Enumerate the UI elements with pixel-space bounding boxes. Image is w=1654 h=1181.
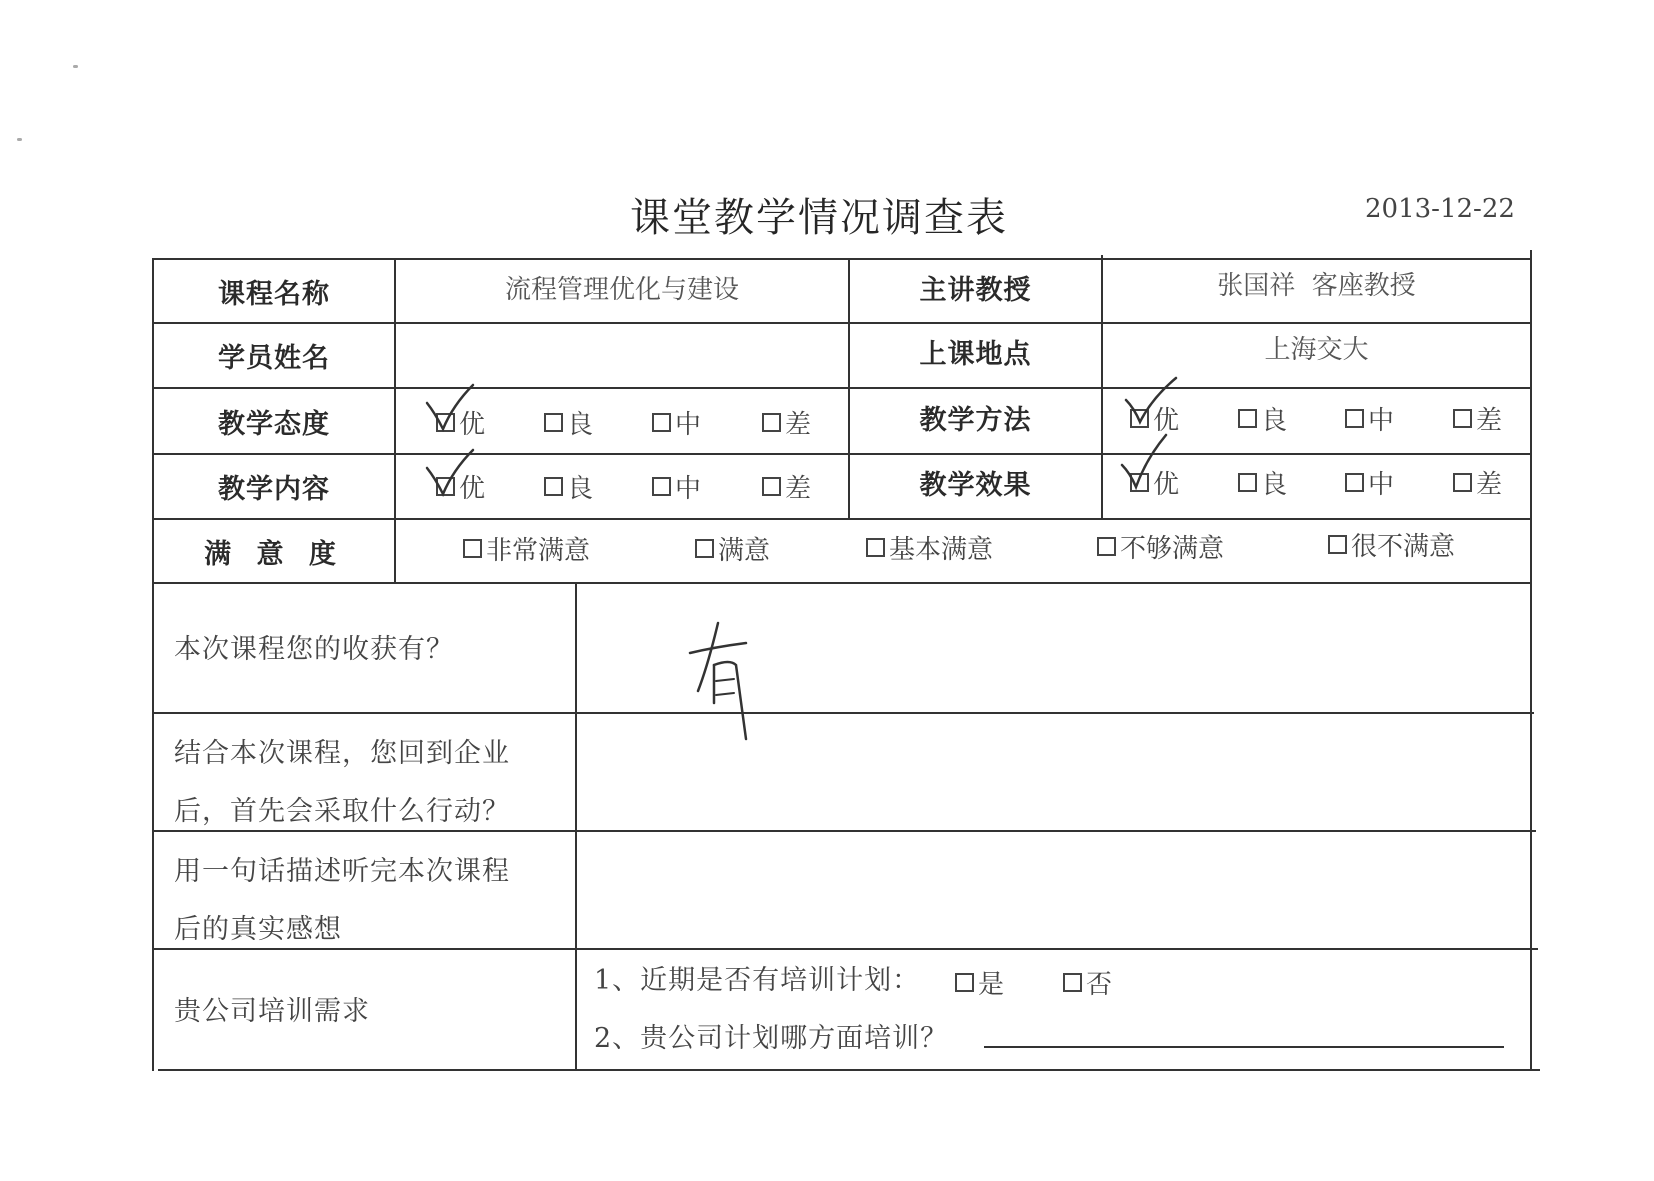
checkbox-icon[interactable]: [544, 477, 563, 496]
checkmark-icon: [1120, 433, 1190, 493]
lecturer-value: 张国祥 客座教授: [1217, 270, 1416, 301]
effect-label: 教学效果: [919, 470, 1032, 501]
method-option-good[interactable]: 良: [1238, 398, 1287, 438]
satisfaction-option-not-satisfied[interactable]: 不够满意: [1097, 526, 1224, 566]
effect-option-good[interactable]: 良: [1238, 462, 1287, 502]
content-option-excellent[interactable]: 优: [436, 466, 485, 506]
training-area-answer-line[interactable]: [984, 1046, 1504, 1048]
checkmark-icon: [425, 448, 495, 508]
checkbox-icon[interactable]: [762, 413, 781, 432]
checkbox-icon[interactable]: [1345, 473, 1364, 492]
checkbox-icon[interactable]: [463, 539, 482, 558]
action-question-line2: 后，首先会采取什么行动？: [174, 796, 510, 827]
checkbox-icon[interactable]: [1238, 409, 1257, 428]
student-name-value[interactable]: [396, 324, 848, 387]
checkbox-icon[interactable]: [1328, 535, 1347, 554]
checkbox-icon[interactable]: [1453, 473, 1472, 492]
training-plan-question: 1、近期是否有培训计划：: [594, 965, 921, 996]
form-date: 2013-12-22: [1365, 194, 1515, 224]
checkbox-icon[interactable]: [1453, 409, 1472, 428]
content-option-poor[interactable]: 差: [762, 466, 811, 506]
checkbox-icon[interactable]: [652, 477, 671, 496]
satisfaction-option-very-satisfied[interactable]: 非常满意: [463, 528, 590, 568]
attitude-option-excellent[interactable]: 优: [436, 402, 485, 442]
content-label: 教学内容: [218, 474, 330, 505]
col-line: [575, 582, 577, 1070]
table-border-right: [1530, 250, 1532, 1070]
training-plan-yes[interactable]: 是: [955, 962, 1004, 1002]
content-option-average[interactable]: 中: [652, 466, 701, 506]
course-name-label: 课程名称: [218, 278, 330, 310]
row-line: [152, 948, 1538, 950]
satisfaction-option-basically-satisfied[interactable]: 基本满意: [866, 527, 993, 567]
lecturer-label: 主讲教授: [919, 274, 1032, 306]
satisfaction-label: 满 意 度: [204, 538, 344, 570]
checkbox-icon[interactable]: [695, 539, 714, 558]
method-label: 教学方法: [919, 404, 1032, 436]
checkbox-icon[interactable]: [955, 973, 974, 992]
checkmark-icon: [1124, 378, 1194, 438]
effect-option-excellent[interactable]: 优: [1130, 462, 1179, 502]
location-label: 上课地点: [919, 339, 1032, 370]
checkbox-icon[interactable]: [1238, 473, 1257, 492]
checkmark-icon: [425, 383, 495, 443]
gain-question: 本次课程您的收获有？: [174, 634, 454, 665]
feeling-question-line1: 用一句话描述听完本次课程: [174, 856, 510, 887]
checkbox-icon[interactable]: [762, 477, 781, 496]
handwritten-answer: [690, 615, 760, 745]
attitude-option-average[interactable]: 中: [652, 402, 701, 442]
checkbox-icon[interactable]: [652, 413, 671, 432]
course-name-value: 流程管理优化与建设: [504, 274, 739, 305]
checkbox-icon[interactable]: [544, 413, 563, 432]
location-value: 上海交大: [1264, 335, 1369, 365]
training-plan-no[interactable]: 否: [1063, 962, 1112, 1002]
training-area-question: 2、贵公司计划哪方面培训？: [594, 1023, 949, 1054]
content-option-good[interactable]: 良: [544, 466, 593, 506]
table-border-bottom: [158, 1069, 1540, 1071]
effect-option-average[interactable]: 中: [1345, 462, 1394, 502]
attitude-label: 教学态度: [218, 408, 330, 440]
checkbox-icon[interactable]: [1097, 537, 1116, 556]
method-option-excellent[interactable]: 优: [1130, 398, 1179, 438]
training-need-label: 贵公司培训需求: [174, 996, 370, 1027]
checkbox-icon[interactable]: [1345, 409, 1364, 428]
satisfaction-option-very-unsatisfied[interactable]: 很不满意: [1328, 524, 1455, 564]
student-name-label: 学员姓名: [218, 343, 330, 374]
attitude-option-poor[interactable]: 差: [762, 402, 811, 442]
action-question-line1: 结合本次课程，您回到企业: [174, 738, 510, 769]
row-line: [152, 712, 1534, 714]
method-option-poor[interactable]: 差: [1453, 398, 1502, 438]
checkbox-icon[interactable]: [866, 538, 885, 557]
form-title: 课堂教学情况调查表: [630, 195, 1008, 241]
checkbox-icon[interactable]: [1063, 973, 1082, 992]
effect-option-poor[interactable]: 差: [1453, 462, 1502, 502]
satisfaction-option-satisfied[interactable]: 满意: [695, 528, 770, 568]
feeling-question-line2: 后的真实感想: [174, 914, 342, 945]
row-line: [152, 582, 1532, 584]
attitude-option-good[interactable]: 良: [544, 402, 593, 442]
method-option-average[interactable]: 中: [1345, 398, 1394, 438]
